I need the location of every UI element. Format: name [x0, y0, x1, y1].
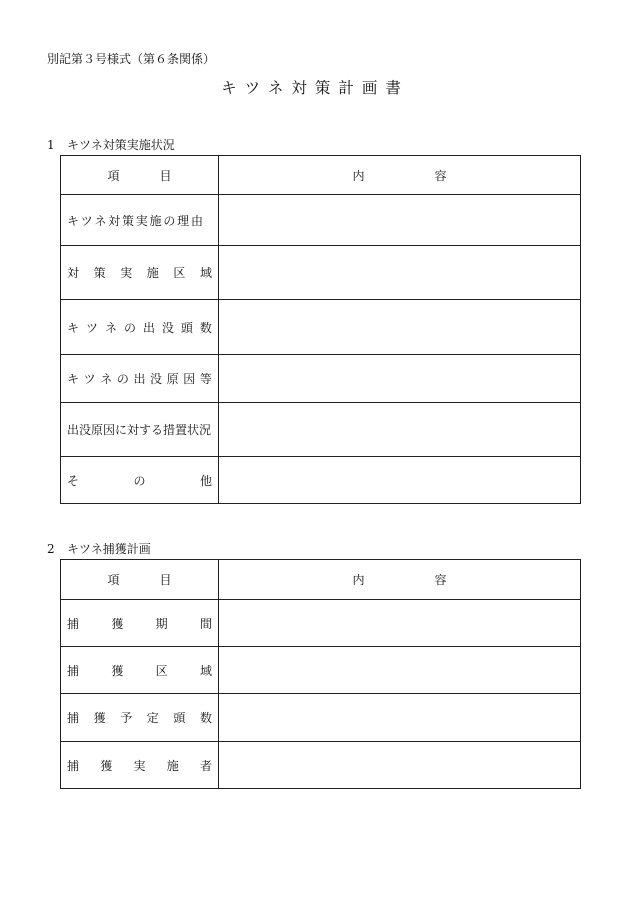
row-label-cell — [61, 694, 219, 742]
row-label-cell — [61, 246, 219, 300]
row-label-cell — [61, 195, 219, 246]
table-row — [61, 647, 581, 694]
row-content-cell[interactable] — [219, 694, 581, 742]
section1-heading — [47, 136, 175, 153]
table-row — [61, 694, 581, 742]
table-row — [61, 742, 581, 789]
row-content-cell[interactable] — [219, 355, 581, 403]
section1-header-item — [61, 156, 219, 195]
section2-number: 2 — [47, 542, 55, 556]
table-row — [61, 403, 581, 457]
row-content-cell[interactable] — [219, 403, 581, 457]
header-label: 内 容 — [352, 573, 447, 587]
section1-title: キツネ対策実施状況 — [67, 138, 175, 152]
section2-header-content — [219, 560, 581, 600]
row-content-cell[interactable] — [219, 195, 581, 246]
row-label-cell — [61, 647, 219, 694]
row-label-cell — [61, 355, 219, 403]
row-label: 捕 獲 期 間 — [67, 616, 212, 631]
row-label-cell — [61, 403, 219, 457]
header-label: 項 目 — [107, 573, 172, 587]
section2-title: キツネ捕獲計画 — [67, 542, 151, 556]
header-label: 内 容 — [352, 168, 447, 183]
row-label: そ の 他 — [67, 473, 212, 488]
row-label-cell — [61, 300, 219, 355]
row-content-cell[interactable] — [219, 742, 581, 789]
row-label: 捕 獲 予 定 頭 数 — [67, 711, 212, 725]
document-title: キツネ対策計画書 — [221, 79, 409, 97]
section1-header-content — [219, 156, 581, 195]
section2-header-row — [61, 560, 581, 600]
row-content-cell[interactable] — [219, 246, 581, 300]
section1-header-row — [61, 156, 581, 195]
row-content-cell[interactable] — [219, 647, 581, 694]
table-row — [61, 457, 581, 504]
row-label: 捕 獲 区 域 — [67, 663, 212, 678]
form-reference: 別記第３号様式（第６条関係） — [47, 52, 216, 66]
section2-heading — [47, 540, 151, 557]
row-label: キ ツ ネ の 出 没 原 因 等 — [67, 372, 212, 386]
section2-table — [60, 559, 581, 789]
table-row — [61, 195, 581, 246]
row-label: 捕 獲 実 施 者 — [67, 758, 212, 773]
table-row — [61, 355, 581, 403]
row-label: 対 策 実 施 区 域 — [67, 266, 212, 280]
header-label: 項 目 — [107, 168, 172, 183]
table-row — [61, 246, 581, 300]
row-label: 出没原因に対する措置状況 — [67, 423, 212, 437]
row-label-cell — [61, 457, 219, 504]
table-row — [61, 600, 581, 647]
row-label: キ ツ ネ の 出 没 頭 数 — [67, 320, 212, 335]
row-content-cell[interactable] — [219, 600, 581, 647]
section1-number: 1 — [47, 138, 55, 152]
row-label-cell — [61, 600, 219, 647]
section2-header-item — [61, 560, 219, 600]
table-row — [61, 300, 581, 355]
row-label-cell — [61, 742, 219, 789]
row-content-cell[interactable] — [219, 457, 581, 504]
row-content-cell[interactable] — [219, 300, 581, 355]
row-label: キツネ対策実施の理由 — [67, 213, 205, 228]
section1-table — [60, 155, 581, 504]
